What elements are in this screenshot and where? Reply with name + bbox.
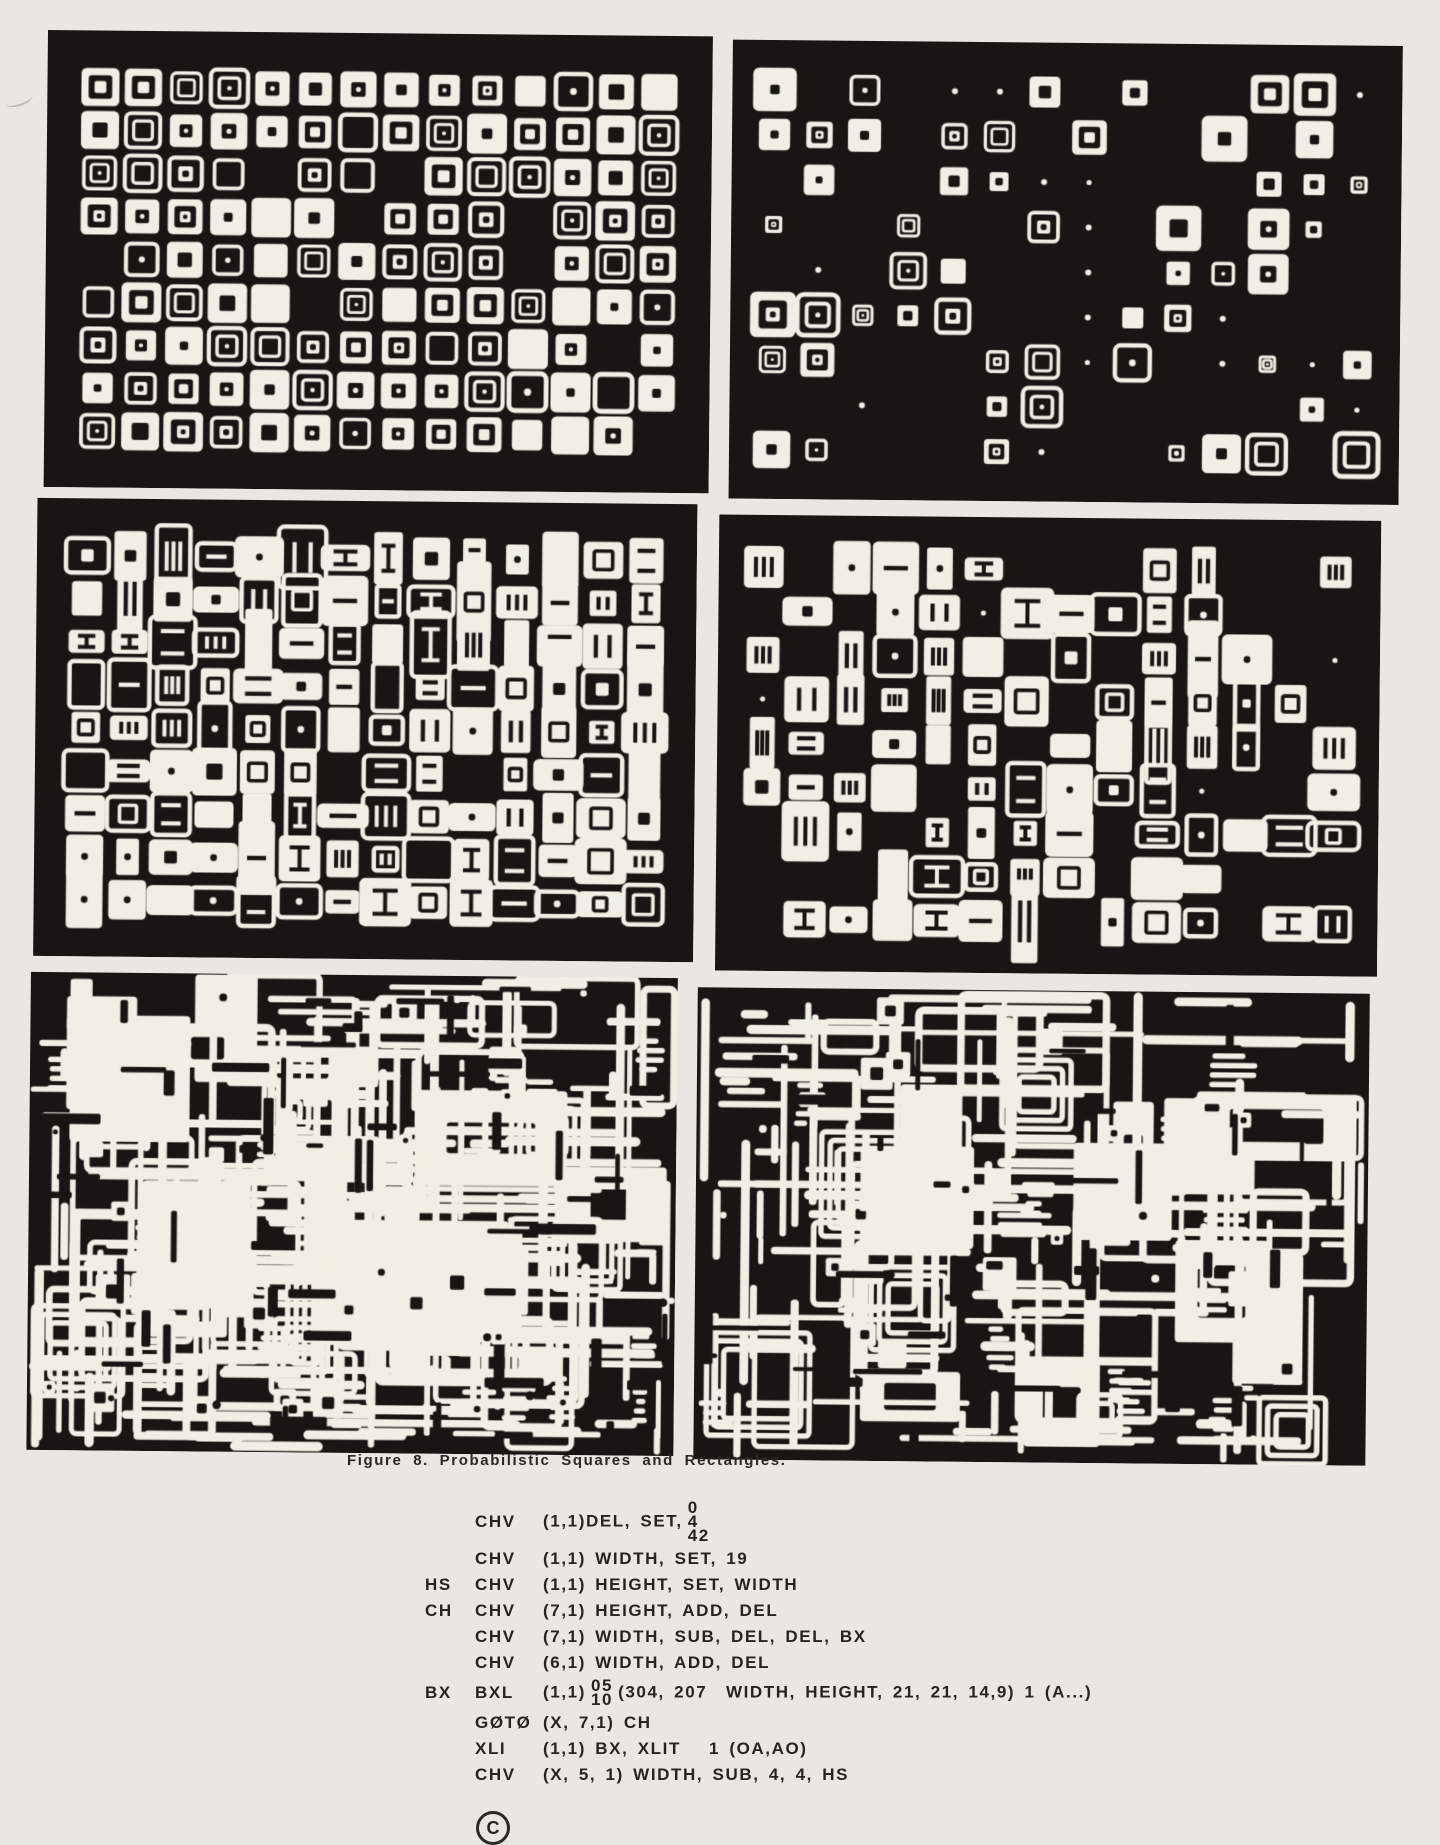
code-line: [425, 1601, 1092, 1621]
code-line: [425, 1765, 1092, 1785]
code-line-args: [543, 1739, 808, 1759]
panel-bottom-right-art: [693, 987, 1369, 1465]
code-arg-text: (304, 207 WIDTH, HEIGHT, 21, 21, 14,9) 1 (A...): [618, 1682, 1093, 1702]
code-line-args: [543, 1627, 867, 1647]
code-line-op: CHV: [475, 1765, 516, 1784]
code-line-label: HS: [425, 1575, 452, 1594]
code-line-op: CHV: [475, 1549, 516, 1568]
stacked-value: 0: [687, 1498, 699, 1517]
code-arg-text: (1,1) HEIGHT, SET, WIDTH: [543, 1575, 799, 1594]
code-arg-text: (1,1)DEL, SET,: [543, 1511, 683, 1531]
code-line-args: [543, 1765, 849, 1785]
stacked-values: [590, 1676, 614, 1709]
code-arg-text: (7,1) WIDTH, SUB, DEL, DEL, BX: [543, 1627, 867, 1646]
stacked-value: 4: [687, 1512, 699, 1531]
code-arg-text: (1,1) WIDTH, SET, 19: [543, 1549, 749, 1568]
code-arg-text: (X, 5, 1) WIDTH, SUB, 4, 4, HS: [543, 1765, 850, 1784]
code-arg-text: (6,1) WIDTH, ADD, DEL: [543, 1653, 771, 1672]
code-arg-text: (1,1): [543, 1682, 586, 1702]
panel-top-right-art: [729, 40, 1403, 505]
code-line-op: CHV: [475, 1575, 516, 1594]
code-listing: [425, 1498, 1093, 1785]
code-line-args: [543, 1575, 798, 1595]
code-arg-text: (X, 7,1) CH: [543, 1713, 652, 1732]
code-line-op: XLI: [475, 1739, 507, 1758]
code-arg-text: (7,1) HEIGHT, ADD, DEL: [543, 1601, 779, 1620]
code-line: [425, 1627, 1092, 1647]
code-line-args: [543, 1676, 1093, 1709]
panel-middle-left-art: [33, 498, 697, 962]
code-line-args: [543, 1601, 778, 1621]
code-line-args: [543, 1713, 652, 1733]
code-line-op: CHV: [475, 1512, 516, 1531]
code-line-op: CHV: [475, 1627, 516, 1646]
code-line: [425, 1653, 1092, 1673]
code-line-op: BXL: [475, 1683, 514, 1702]
code-line: [425, 1575, 1092, 1595]
code-line-args: [543, 1549, 748, 1569]
panel-top-left-art: [44, 30, 713, 493]
code-line: [425, 1498, 1092, 1545]
panel-middle-right-art: [715, 514, 1381, 976]
code-line-args: [543, 1498, 715, 1545]
code-line-op: GØTØ: [475, 1713, 532, 1732]
panel-bottom-left-art: [26, 972, 678, 1456]
code-line-label: CH: [425, 1601, 453, 1620]
code-line: [425, 1713, 1092, 1733]
code-line: [425, 1739, 1092, 1759]
copyright-mark: C: [476, 1811, 510, 1845]
code-line-label: BX: [425, 1683, 452, 1702]
stacked-value: 10: [590, 1690, 614, 1709]
code-line-op: CHV: [475, 1653, 516, 1672]
figure-caption: Figure 8. Probabilistic Squares and Rectangles.: [347, 1452, 787, 1469]
stacked-value: 05: [590, 1676, 614, 1695]
code-arg-text: (1,1) BX, XLIT 1 (OA,AO): [543, 1739, 808, 1758]
code-line: [425, 1676, 1093, 1709]
stacked-value: 42: [687, 1526, 710, 1545]
stacked-values: [687, 1498, 710, 1545]
code-line-args: [543, 1653, 770, 1673]
code-line-op: CHV: [475, 1601, 516, 1620]
code-line: [425, 1549, 1092, 1569]
